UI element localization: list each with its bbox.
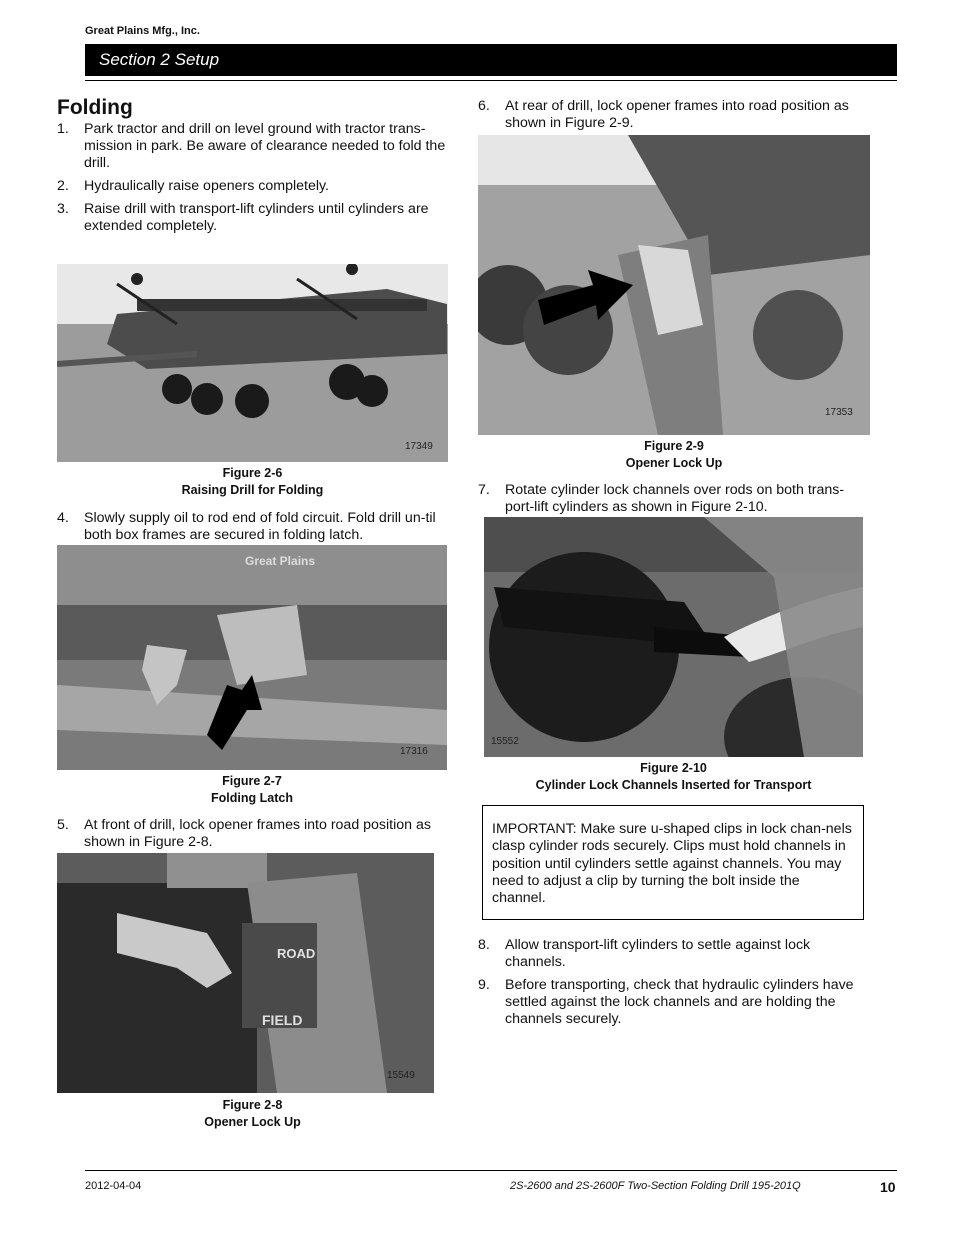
figure-2-8-photo: [57, 853, 434, 1093]
figure-2-6-photo: [57, 264, 448, 462]
step-number: 5.: [57, 817, 69, 833]
important-notice: [482, 805, 864, 920]
figure-label: Great Plains: [245, 554, 316, 568]
step-1: [57, 121, 452, 173]
step-number: 3.: [57, 201, 69, 217]
figure-code: 15552: [491, 736, 519, 747]
step-2: [57, 178, 452, 196]
step-6: [478, 98, 873, 134]
figure-2-9-photo: [478, 135, 870, 435]
cylinder-lock-illustration: [484, 517, 863, 757]
figure-title: Raising Drill for Folding: [181, 483, 324, 497]
step-text: Before transporting, check that hydraulic cylinders have settled against the lock channels and are holding the channels securely.: [505, 977, 854, 1027]
step-text: Raise drill with transport-lift cylinders until cylinders are extended completely.: [84, 201, 429, 234]
figure-2-7-photo: [57, 545, 447, 770]
step-number: 4.: [57, 510, 69, 526]
step-text: Slowly supply oil to rod end of fold circuit. Fold drill un-til both box frames are secured in folding latch.: [84, 510, 436, 543]
opener-lock-front-illustration: [57, 853, 434, 1093]
figure-title: Cylinder Lock Channels Inserted for Transport: [535, 778, 812, 792]
step-text: Park tractor and drill on level ground with tractor trans-mission in park. Be aware of clearance needed to fold the drill.: [84, 121, 446, 171]
figure-2-10-photo: [484, 517, 863, 757]
figure-code: 17349: [405, 441, 433, 452]
figure-title: Opener Lock Up: [204, 1115, 301, 1129]
field-label: FIELD: [262, 1012, 303, 1028]
figure-code: 15549: [387, 1070, 415, 1081]
section-header-bar: [85, 44, 897, 76]
step-text: At front of drill, lock opener frames into road position as shown in Figure 2-8.: [84, 817, 431, 850]
header-rule: [85, 80, 897, 81]
footer-rule: [85, 1170, 897, 1171]
step-text: Rotate cylinder lock channels over rods on both trans-port-lift cylinders as shown in Figure 2-10.: [505, 482, 845, 515]
figure-2-9-caption: [478, 438, 870, 472]
figure-title: Folding Latch: [211, 791, 293, 805]
footer-date: 2012-04-04: [85, 1180, 142, 1192]
drill-raised-illustration: [57, 264, 448, 462]
step-8: [478, 937, 873, 973]
figure-number: Figure 2-10: [640, 761, 707, 775]
step-number: 1.: [57, 121, 69, 137]
company-name: Great Plains Mfg., Inc.: [85, 25, 200, 37]
step-number: 6.: [478, 98, 490, 114]
step-5: [57, 817, 452, 853]
page-number: 10: [880, 1179, 896, 1195]
important-text: IMPORTANT: Make sure u-shaped clips in lock chan-nels clasp cylinder rods securely. Clips must hold channels in position until cylinders settle against channels. You may need to adjust a clip by turning the bolt inside the channel.: [492, 821, 852, 907]
step-4: [57, 510, 452, 546]
page-heading: Folding: [57, 96, 133, 119]
figure-title: Opener Lock Up: [625, 456, 723, 470]
figure-number: Figure 2-8: [222, 1098, 283, 1112]
step-text: Hydraulically raise openers completely.: [84, 178, 329, 194]
road-label: ROAD: [277, 946, 316, 961]
figure-code: 17353: [825, 407, 853, 418]
opener-lock-rear-illustration: [478, 135, 870, 435]
figure-2-6-caption: [57, 465, 448, 499]
figure-number: Figure 2-6: [222, 466, 283, 480]
section-title: Section 2 Setup: [99, 50, 220, 69]
step-number: 2.: [57, 178, 69, 194]
figure-2-7-caption: [57, 773, 447, 807]
step-9: [478, 977, 873, 1031]
step-7: [478, 482, 873, 518]
folding-latch-illustration: [57, 545, 447, 770]
step-number: 7.: [478, 482, 490, 498]
figure-number: Figure 2-9: [644, 439, 704, 453]
step-text: At rear of drill, lock opener frames into road position as shown in Figure 2-9.: [505, 98, 849, 131]
figure-2-8-caption: [57, 1097, 448, 1131]
step-3: [57, 201, 452, 237]
figure-2-10-caption: [484, 760, 863, 794]
step-number: 8.: [478, 937, 490, 953]
step-text: Allow transport-lift cylinders to settle against lock channels.: [505, 937, 811, 970]
footer-document-title: 2S-2600 and 2S-2600F Two-Section Folding Drill 195-201Q: [510, 1180, 801, 1192]
figure-number: Figure 2-7: [222, 774, 282, 788]
figure-code: 17316: [400, 746, 428, 757]
step-number: 9.: [478, 977, 490, 993]
